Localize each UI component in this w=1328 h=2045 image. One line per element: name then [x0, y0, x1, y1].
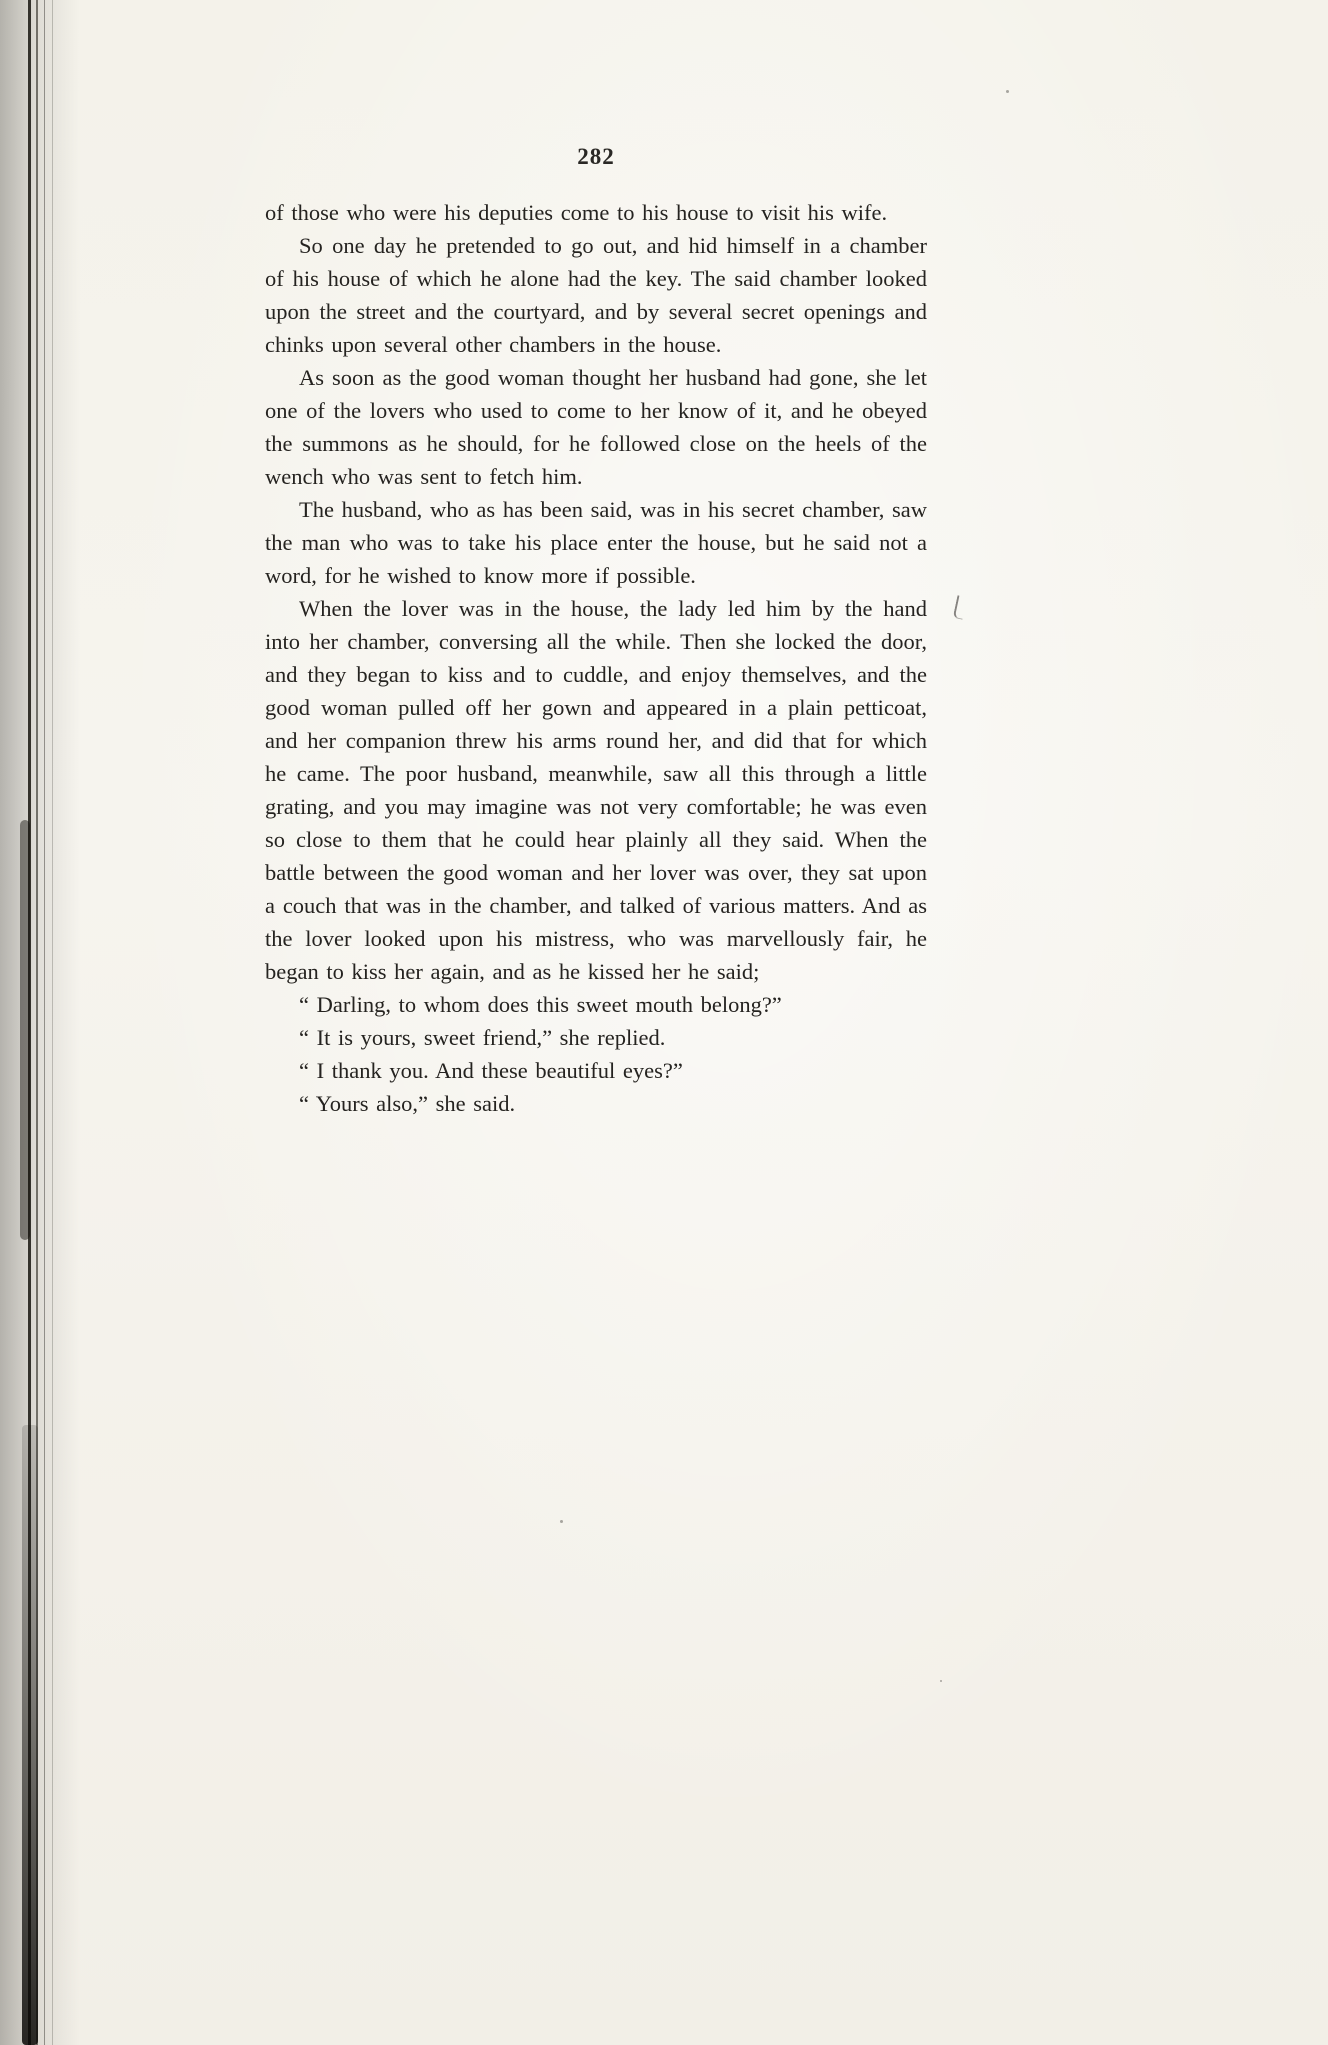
scan-binding-line [52, 0, 53, 2045]
scan-speck [1006, 90, 1009, 93]
scan-edge-shade [0, 0, 80, 2045]
scan-speck [560, 1520, 563, 1523]
scan-binding-smudge [22, 1425, 38, 2045]
paragraph: of those who were his deputies come to his house to visit his wife. [265, 200, 888, 225]
dialogue-line: “ It is yours, sweet friend,” she replied. [299, 1025, 666, 1050]
paragraph: As soon as the good woman thought her husband had gone, she let one of the lovers who used to come to her know of it, and he obeyed the summons as he should, for he followed close on the heels of the wench who was sent to fetch him. [265, 365, 927, 489]
scan-speck [940, 1680, 942, 1682]
page-number: 282 [577, 144, 615, 169]
scan-binding-line [44, 0, 45, 2045]
page-text-block [265, 196, 927, 1120]
dialogue-line: “ Yours also,” she said. [299, 1091, 516, 1116]
dialogue-line: “ I thank you. And these beautiful eyes?” [299, 1058, 683, 1083]
scan-artifact [953, 595, 968, 620]
paragraph: When the lover was in the house, the lady led him by the hand into her chamber, conversing all the while. Then she locked the door, and they began to kiss and to cuddle, and enjoy themselves, and the good woman pulled off her gown and appeared in a plain petticoat, and her companion threw his arms round her, and did that for which he came. The poor husband, meanwhile, saw all this through a little grating, and you may imagine was not very comfortable; he was even so close to them that he could hear plainly all they said. When the battle between the good woman and her lover was over, they sat upon a couch that was in the chamber, and talked of various matters. And as the lover looked upon his mistress, who was marvellously fair, he began to kiss her again, and as he kissed her he said; [265, 596, 927, 984]
scan-binding-smudge [20, 820, 30, 1240]
dialogue-line: “ Darling, to whom does this sweet mouth belong?” [299, 992, 782, 1017]
paragraph: The husband, who as has been said, was in his secret chamber, saw the man who was to take his place enter the house, but he said not a word, for he wished to know more if possible. [265, 497, 927, 588]
paragraph: So one day he pretended to go out, and hid himself in a chamber of his house of which he alone had the key. The said chamber looked upon the street and the courtyard, and by several secret openings and chinks upon several other chambers in the house. [265, 233, 927, 357]
